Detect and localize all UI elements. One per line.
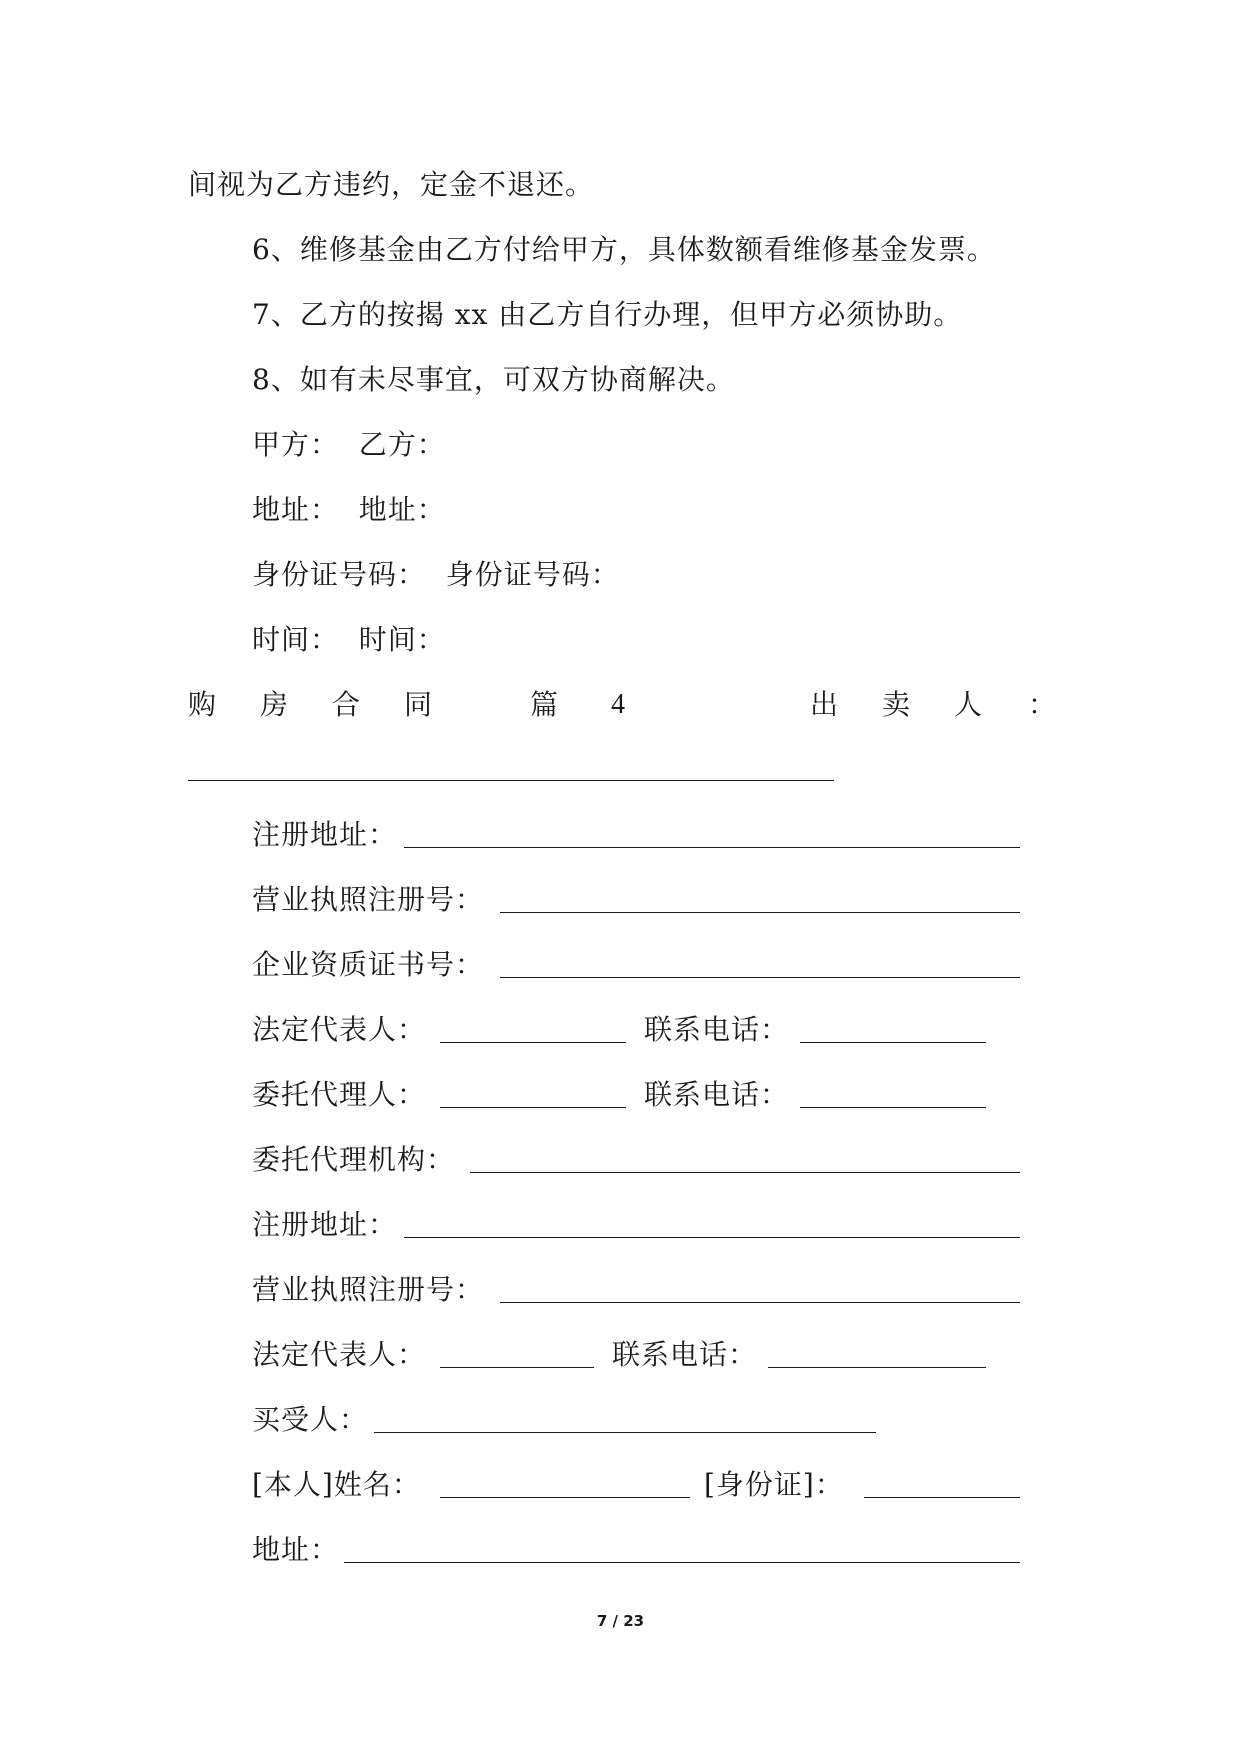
fill-in-blank[interactable] [500,912,1020,913]
fill-in-blank[interactable] [800,1042,986,1043]
heading-char: 卖 [882,688,911,721]
signature-address: 地址： 地址： [252,493,446,526]
heading-char: 购 [188,688,217,721]
fill-in-blank[interactable] [440,1107,626,1108]
heading-char: 同 [404,688,433,721]
heading-char: ： [1028,688,1057,721]
fill-in-blank[interactable] [404,847,1020,848]
heading-char: 合 [332,688,361,721]
fill-in-blank[interactable] [440,1367,594,1368]
seller-registered-address-field [252,817,1022,853]
field-label: 营业执照注册号： [252,883,485,916]
fill-in-blank[interactable] [440,1497,690,1498]
contract-heading [188,687,1057,723]
field-label: 买受人： [252,1403,369,1436]
field-label-phone: 联系电话： [612,1338,758,1371]
fill-in-blank[interactable] [470,1172,1020,1173]
fill-in-blank[interactable] [344,1562,1020,1563]
clause-7: 7、乙方的按揭 xx 由乙方自行办理，但甲方必须协助。 [252,298,963,331]
signature-parties: 甲方： 乙方： [252,428,446,461]
seller-qualification-cert-field [252,947,1022,983]
clause-6: 6、维修基金由乙方付给甲方，具体数额看维修基金发票。 [252,233,996,266]
seller-agency-field [252,1142,1022,1178]
field-label: 委托代理机构： [252,1143,456,1176]
seller-agent-field [252,1077,1022,1113]
signature-date: 时间： 时间： [252,623,446,656]
field-label: 注册地址： [252,1208,398,1241]
field-label-phone: 联系电话： [644,1013,790,1046]
fill-in-blank[interactable] [800,1107,986,1108]
fill-in-blank[interactable] [500,977,1020,978]
signature-id-number: 身份证号码： 身份证号码： [252,558,620,591]
fill-in-blank[interactable] [768,1367,986,1368]
agency-registered-address-field [252,1207,1022,1243]
buyer-name-id-field [252,1467,1022,1503]
page-number: 7 / 23 [596,1612,645,1630]
fill-in-blank[interactable] [404,1237,1020,1238]
seller-business-license-field [252,882,1022,918]
field-label: 法定代表人： [252,1338,427,1371]
field-label: [本人]姓名： [252,1468,421,1501]
field-label: 法定代表人： [252,1013,427,1046]
heading-char: 人 [954,688,983,721]
heading-char: 篇 [530,688,559,721]
buyer-address-field [252,1532,1022,1568]
fill-in-blank[interactable] [374,1432,876,1433]
heading-char: 4 [611,689,625,720]
heading-char: 出 [810,688,839,721]
paragraph-continuation: 间视为乙方违约，定金不退还。 [188,168,595,201]
field-label: 注册地址： [252,818,398,851]
fill-in-blank[interactable] [440,1042,626,1043]
seller-name-blank[interactable] [188,780,834,781]
field-label: 营业执照注册号： [252,1273,485,1306]
seller-legal-rep-field [252,1012,1022,1048]
field-label: 企业资质证书号： [252,948,485,981]
agency-legal-rep-field [252,1337,1022,1373]
field-label: 地址： [252,1533,340,1566]
fill-in-blank[interactable] [864,1497,1020,1498]
field-label: 委托代理人： [252,1078,427,1111]
heading-char: 房 [260,688,289,721]
field-label-id: [身份证]： [704,1468,844,1501]
fill-in-blank[interactable] [500,1302,1020,1303]
agency-business-license-field [252,1272,1022,1308]
buyer-field [252,1402,1022,1438]
clause-8: 8、如有未尽事宜，可双方协商解决。 [252,363,735,396]
field-label-phone: 联系电话： [644,1078,790,1111]
